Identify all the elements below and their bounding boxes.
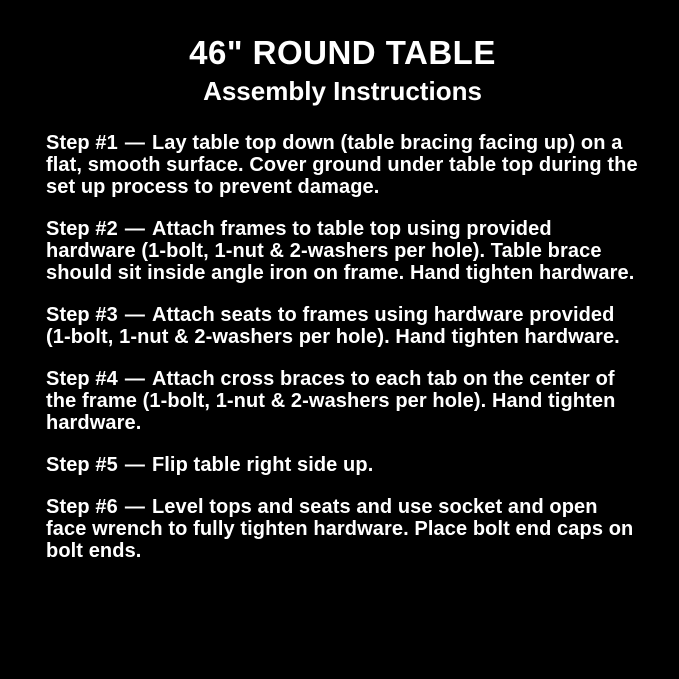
step-1-label: Step #1: [46, 131, 118, 154]
step-4-separator: —: [124, 367, 145, 390]
page-title: 46" ROUND TABLE: [189, 34, 496, 71]
step-3-separator: —: [124, 303, 145, 326]
page-subtitle: Assembly Instructions: [203, 75, 482, 106]
step-2-separator: —: [124, 217, 145, 240]
step-3: [46, 304, 639, 348]
step-6-separator: —: [124, 495, 145, 518]
step-6-label: Step #6: [46, 495, 118, 518]
step-4: [46, 368, 639, 434]
step-1-text: Lay table top down (table bracing facing up) on a flat, smooth surface. Cover ground under table top during the set up process to prevent damage.: [46, 131, 638, 198]
step-2-text: Attach frames to table top using provided hardware (1-bolt, 1-nut & 2-washers per hole). Table brace should sit inside angle iron on frame. Hand tighten hardware.: [46, 217, 635, 284]
step-3-text: Attach seats to frames using hardware provided (1-bolt, 1-nut & 2-washers per hole). Hand tighten hardware.: [46, 303, 620, 348]
step-5-text: Flip table right side up.: [151, 453, 374, 476]
step-2: [46, 218, 639, 284]
step-3-label: Step #3: [46, 303, 118, 326]
step-5-label: Step #5: [46, 453, 118, 476]
step-4-label: Step #4: [46, 367, 118, 390]
step-5: [46, 454, 639, 476]
step-5-separator: —: [124, 453, 145, 476]
steps-list: [46, 132, 639, 562]
step-4-text: Attach cross braces to each tab on the center of the frame (1-bolt, 1-nut & 2-washers per hole). Hand tighten hardware.: [46, 367, 616, 434]
step-1-separator: —: [124, 131, 145, 154]
step-1: [46, 132, 639, 198]
step-2-label: Step #2: [46, 217, 118, 240]
step-6-text: Level tops and seats and use socket and open face wrench to fully tighten hardware. Place bolt end caps on bolt ends.: [46, 495, 634, 562]
step-6: [46, 496, 639, 562]
